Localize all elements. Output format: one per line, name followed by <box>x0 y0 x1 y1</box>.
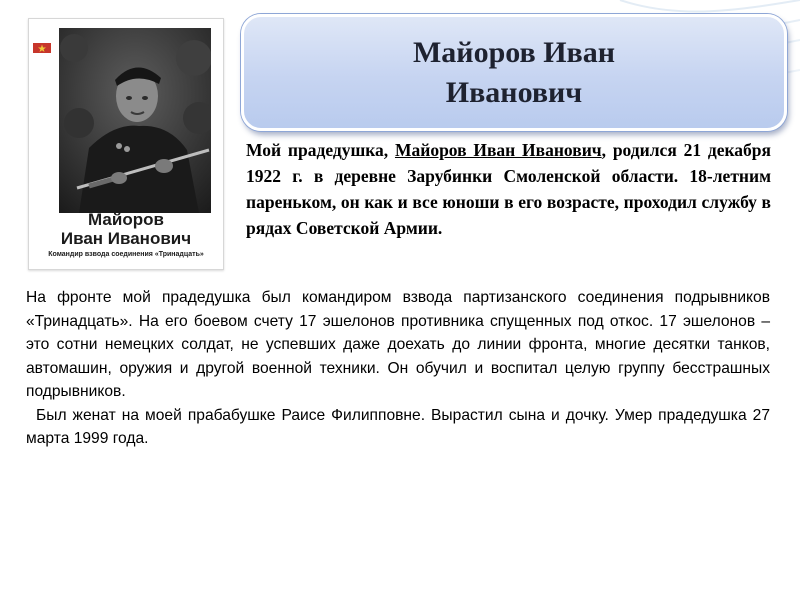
card-name-given: Иван Иванович <box>60 229 192 248</box>
intro-underlined-name: Майоров Иван Иванович <box>394 140 602 160</box>
body-text <box>26 286 770 451</box>
portrait-photo <box>59 28 211 213</box>
intro-paragraph <box>246 137 771 241</box>
portrait-photo-image <box>59 28 211 213</box>
intro-text-start: Мой прадедушка, <box>246 140 395 160</box>
card-caption: Командир взвода соединения «Тринадцать» <box>48 251 204 258</box>
body-paragraph-2: Был женат на моей прабабушке Раисе Филипповне. Вырастил сына и дочку. Умер прадедушка 27 марта 1999 года. <box>26 406 770 447</box>
star-emblem-icon <box>33 41 53 55</box>
card-name-surname: Майоров <box>88 210 164 229</box>
title-line-1: Майоров Иван <box>412 36 616 69</box>
body-paragraph-1: На фронте мой прадедушка был командиром взвода партизанского соединения подрывников «Тринадцать». На его боевом счету 17 эшелонов противника спущенных под откос. 17 эшелонов – это сотни немецких солдат, не успевших даже доехать до линии фронта, многие десятки танков, автомашин, оружия и другой военной техники. Он обучил и воспитал целую группу бесстрашных подрывников. <box>26 289 770 400</box>
portrait-card <box>28 18 224 270</box>
title-banner <box>241 14 787 131</box>
intro-text-end: , родился 21 декабря 1922 г. в деревне Зарубинки Смоленской области. 18-летним пареньком, он как и все юноши в его возрасте, проходил службу в рядах Советской Армии. <box>246 140 771 238</box>
title-line-2: Иванович <box>445 76 583 109</box>
